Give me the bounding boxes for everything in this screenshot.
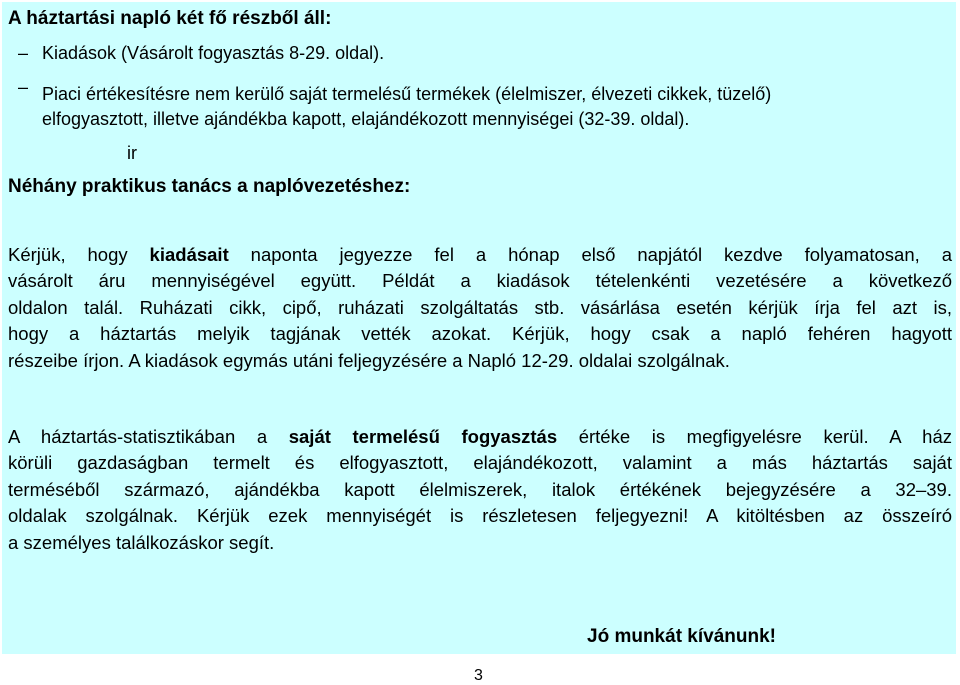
own-production-paragraph bbox=[8, 424, 952, 556]
expenses-paragraph bbox=[8, 242, 952, 374]
paragraph-line: oldalak szolgálnak. Kérjük ezek mennyiségét is részletesen feljegyezni! A kitöltésben az összeíró bbox=[8, 505, 952, 527]
paragraph-line: Kérjük, hogy kiadásait naponta jegyezze fel a hónap első napjától kezdve folyamatosan, a bbox=[8, 244, 952, 265]
list-item-own-production-line2: elfogyasztott, illetve ajándékba kapott, elajándékozott mennyiségei (32-39. oldal). bbox=[42, 109, 690, 129]
page-number: 3 bbox=[474, 667, 483, 684]
bold-term: kiadásait bbox=[149, 244, 229, 265]
paragraph-line: részeibe írjon. A kiadások egymás utáni feljegyzésére a Napló 12-29. oldalai szolgálnak. bbox=[8, 349, 730, 371]
paragraph-line: hogy a háztartás melyik tagjának vették azokat. Kérjük, hogy csak a napló fehéren hagyott bbox=[8, 323, 952, 345]
list-bullet: – bbox=[18, 43, 29, 63]
paragraph-line: vásárolt áru mennyiségével együtt. Példát a kiadások tételenkénti vezetésére a következő bbox=[8, 270, 952, 292]
section-heading: A háztartási napló két fő részből áll: bbox=[8, 8, 332, 29]
paragraph-line: A háztartás-statisztikában a saját termelésű fogyasztás értéke is megfigyelésre kerül. A ház bbox=[8, 426, 952, 447]
tips-heading: Néhány praktikus tanács a naplóvezetéshez: bbox=[8, 176, 411, 197]
bold-term: saját termelésű fogyasztás bbox=[288, 426, 558, 447]
list-item-expenses: Kiadások (Vásárolt fogyasztás 8-29. oldal). bbox=[42, 43, 385, 63]
paragraph-line: terméséből származó, ajándékba kapott élelmiszerek, italok értékének bejegyzésére a 32–39. bbox=[8, 478, 952, 500]
list-item-own-production-line1: Piaci értékesítésre nem kerülő saját termelésű termékek (élelmiszer, élvezeti cikkek, tüzelő) bbox=[42, 84, 772, 104]
list-bullet: – bbox=[18, 77, 29, 97]
stray-text: ir bbox=[127, 143, 137, 163]
paragraph-line: oldalon talál. Ruházati cikk, cipő, ruházati szolgáltatás stb. vásárlása esetén kérjük írja fel azt is, bbox=[8, 296, 952, 318]
paragraph-line: a személyes találkozáskor segít. bbox=[8, 531, 275, 553]
paragraph-line: körüli gazdaságban termelt és elfogyasztott, elajándékozott, valamint a más háztartás saját bbox=[8, 452, 952, 474]
closing-text: Jó munkát kívánunk! bbox=[587, 626, 776, 647]
